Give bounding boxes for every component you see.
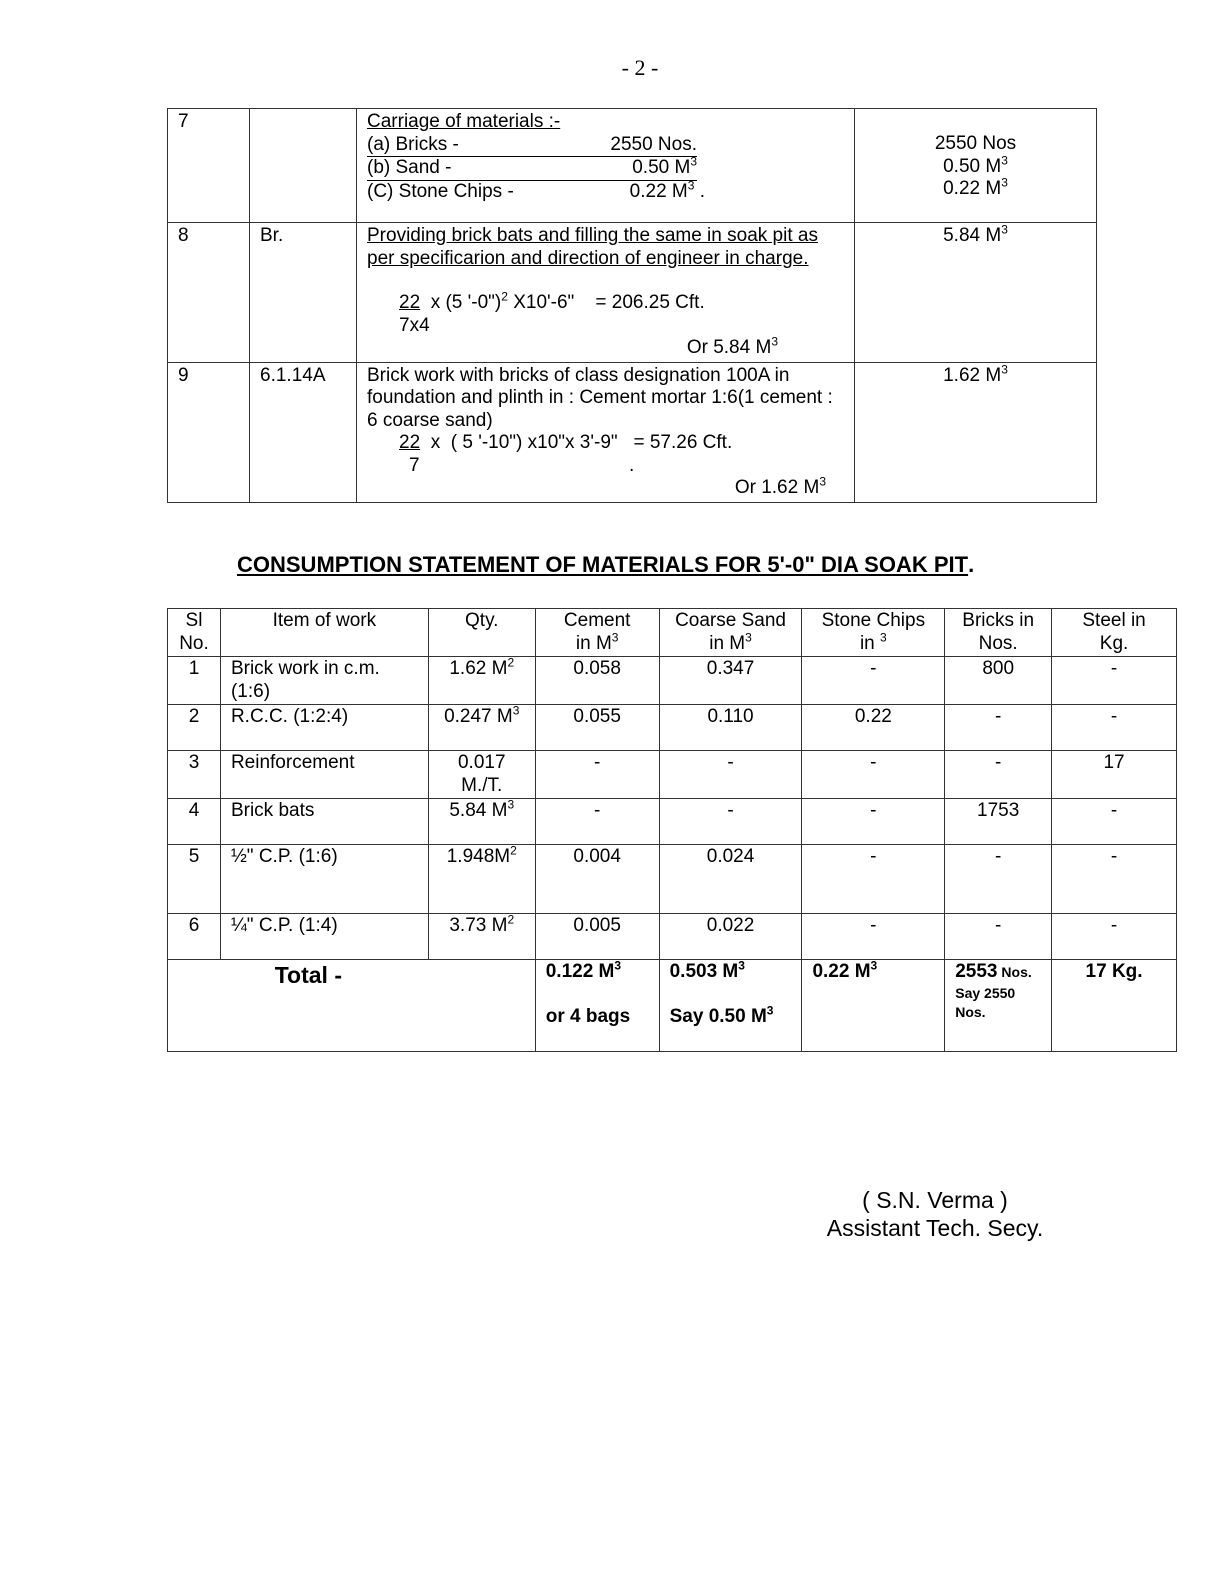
- cement-cell: 0.058: [535, 657, 659, 705]
- sl-cell: 9: [168, 362, 250, 502]
- table-row: [168, 751, 1177, 799]
- sand-cell: 0.347: [659, 657, 802, 705]
- chips-cell: 0.22: [802, 705, 945, 751]
- carriage-line-chips: [367, 178, 705, 204]
- item-cell: Brick bats: [220, 799, 428, 845]
- cement-cell: 0.004: [535, 845, 659, 914]
- bricks-cell: 1753: [945, 799, 1052, 845]
- line-value: 0.50 $M^3$: [632, 154, 697, 178]
- header-row: [168, 609, 1177, 657]
- item-cell: R.C.C. (1:2:4): [220, 705, 428, 751]
- steel-cell: -: [1052, 657, 1177, 705]
- steel-cell: -: [1052, 705, 1177, 751]
- description-cell: [357, 223, 855, 363]
- estimate-table: [167, 108, 1097, 503]
- sand-cell: 0.110: [659, 705, 802, 751]
- chips-cell: -: [802, 914, 945, 960]
- header-sand: Coarse Sand in $M^3$: [659, 609, 802, 657]
- qty-cell: 5.84 $M^3$: [428, 799, 535, 845]
- steel-cell: -: [1052, 845, 1177, 914]
- total-chips: 0.22 $M^3$: [802, 960, 945, 1052]
- bricks-cell: -: [945, 914, 1052, 960]
- quantity-cell: 5.84 $M^3$: [855, 223, 1097, 363]
- signatory-name: ( S.N. Verma ): [862, 1187, 1008, 1213]
- code-cell: Br.: [250, 223, 357, 363]
- table-row: [168, 109, 1097, 223]
- total-sand: 0.503 $M^3$ Say 0.50 $M^3$: [659, 960, 802, 1052]
- sand-cell: -: [659, 799, 802, 845]
- total-cement: 0.122 $M^3$ or 4 bags: [535, 960, 659, 1052]
- carriage-title: Carriage of materials :-: [367, 111, 561, 132]
- sl-cell: 4: [168, 799, 221, 845]
- qty-line: 0.50 $M^3$: [943, 153, 1008, 177]
- signatory-designation: Assistant Tech. Secy.: [826, 1215, 1044, 1241]
- consumption-table: [167, 608, 1177, 1052]
- table-row: [168, 362, 1097, 502]
- item-description: Brick work with bricks of class designation 100A in foundation and plinth in : Cement mortar 1:6(1 cement : 6 coarse sand): [367, 364, 833, 431]
- table-row: [168, 799, 1177, 845]
- code-cell: [250, 109, 357, 223]
- item-cell: Brick work in c.m. (1:6): [220, 657, 428, 705]
- header-sl: Sl No.: [168, 609, 221, 657]
- total-steel: 17 Kg.: [1052, 960, 1177, 1052]
- header-bricks: Bricks in Nos.: [945, 609, 1052, 657]
- item-cell: ¼" C.P. (1:4): [220, 914, 428, 960]
- qty-cell: 0.247 $M^3$: [428, 705, 535, 751]
- sand-cell: -: [659, 751, 802, 799]
- sl-cell: 5: [168, 845, 221, 914]
- qty-line: 2550 Nos: [934, 133, 1017, 154]
- qty-cell: 1.62 $M^2$: [428, 657, 535, 705]
- table-row: [168, 657, 1177, 705]
- table-row: [168, 223, 1097, 363]
- chips-cell: -: [802, 657, 945, 705]
- sl-cell: 7: [168, 109, 250, 223]
- sand-cell: 0.024: [659, 845, 802, 914]
- line-value: 0.22 $M^3$ .: [629, 178, 705, 202]
- code-cell: 6.1.14A: [250, 362, 357, 502]
- qty-cell: 3.73 $M^2$: [428, 914, 535, 960]
- header-item: Item of work: [220, 609, 428, 657]
- steel-cell: 17: [1052, 751, 1177, 799]
- sl-cell: 2: [168, 705, 221, 751]
- total-label: Total -: [168, 960, 536, 1052]
- bricks-cell: -: [945, 705, 1052, 751]
- chips-cell: -: [802, 751, 945, 799]
- total-bricks: 2553 Nos. Say 2550 Nos.: [945, 960, 1052, 1052]
- result-line: Or 1.62 $M^3$: [734, 474, 826, 498]
- chips-cell: -: [802, 845, 945, 914]
- quantity-cell: [855, 109, 1097, 223]
- cement-cell: 0.005: [535, 914, 659, 960]
- header-qty: Qty.: [428, 609, 535, 657]
- carriage-line-bricks: [367, 134, 697, 158]
- result-line: Or 5.84 $M^3$: [686, 334, 778, 358]
- sl-cell: 8: [168, 223, 250, 363]
- calculation-line: 22 x (5 '-0")$^2$ X10'-6" = 206.25 Cft.: [399, 289, 705, 313]
- header-cement: Cement in $M^3$: [535, 609, 659, 657]
- section-heading: CONSUMPTION STATEMENT OF MATERIALS FOR 5'-0" DIA SOAK PIT.: [237, 552, 975, 577]
- qty-cell: $1.948M^2$: [428, 845, 535, 914]
- calculation-denominator: 7x4: [399, 314, 430, 336]
- sl-cell: 6: [168, 914, 221, 960]
- line-value: 2550 Nos.: [610, 133, 697, 155]
- bricks-cell: -: [945, 845, 1052, 914]
- qty-cell: 0.017 M./T.: [428, 751, 535, 799]
- item-cell: ½" C.P. (1:6): [220, 845, 428, 914]
- sl-cell: 1: [168, 657, 221, 705]
- calculation-line: 22 x ( 5 '-10") x10"x 3'-9" = 57.26 Cft.: [399, 432, 733, 453]
- bricks-cell: 800: [945, 657, 1052, 705]
- header-steel: Steel in Kg.: [1052, 609, 1177, 657]
- table-row: [168, 914, 1177, 960]
- qty-line: 0.22 $M^3$: [943, 175, 1008, 199]
- steel-cell: -: [1052, 914, 1177, 960]
- line-label: (b) Sand -: [367, 157, 452, 178]
- bricks-cell: -: [945, 751, 1052, 799]
- total-row: [168, 960, 1177, 1052]
- calculation-denominator: 7 .: [409, 454, 635, 476]
- table-row: [168, 705, 1177, 751]
- cement-cell: -: [535, 799, 659, 845]
- line-label: (a) Bricks -: [367, 133, 459, 155]
- item-cell: Reinforcement: [220, 751, 428, 799]
- signature-block: [780, 1186, 1090, 1242]
- carriage-line-sand: [367, 154, 697, 181]
- sl-cell: 3: [168, 751, 221, 799]
- description-cell: [357, 109, 855, 223]
- header-chips: Stone Chips in $^3$: [802, 609, 945, 657]
- item-description: Providing brick bats and filling the same in soak pit as per specificarion and direction of engineer in charge.: [367, 225, 818, 269]
- description-cell: [357, 362, 855, 502]
- cement-cell: -: [535, 751, 659, 799]
- steel-cell: -: [1052, 799, 1177, 845]
- page-number: - 2 -: [621, 55, 659, 80]
- quantity-cell: 1.62 $M^3$: [855, 362, 1097, 502]
- cement-cell: 0.055: [535, 705, 659, 751]
- chips-cell: -: [802, 799, 945, 845]
- sand-cell: 0.022: [659, 914, 802, 960]
- table-row: [168, 845, 1177, 914]
- line-label: (C) Stone Chips -: [367, 180, 514, 202]
